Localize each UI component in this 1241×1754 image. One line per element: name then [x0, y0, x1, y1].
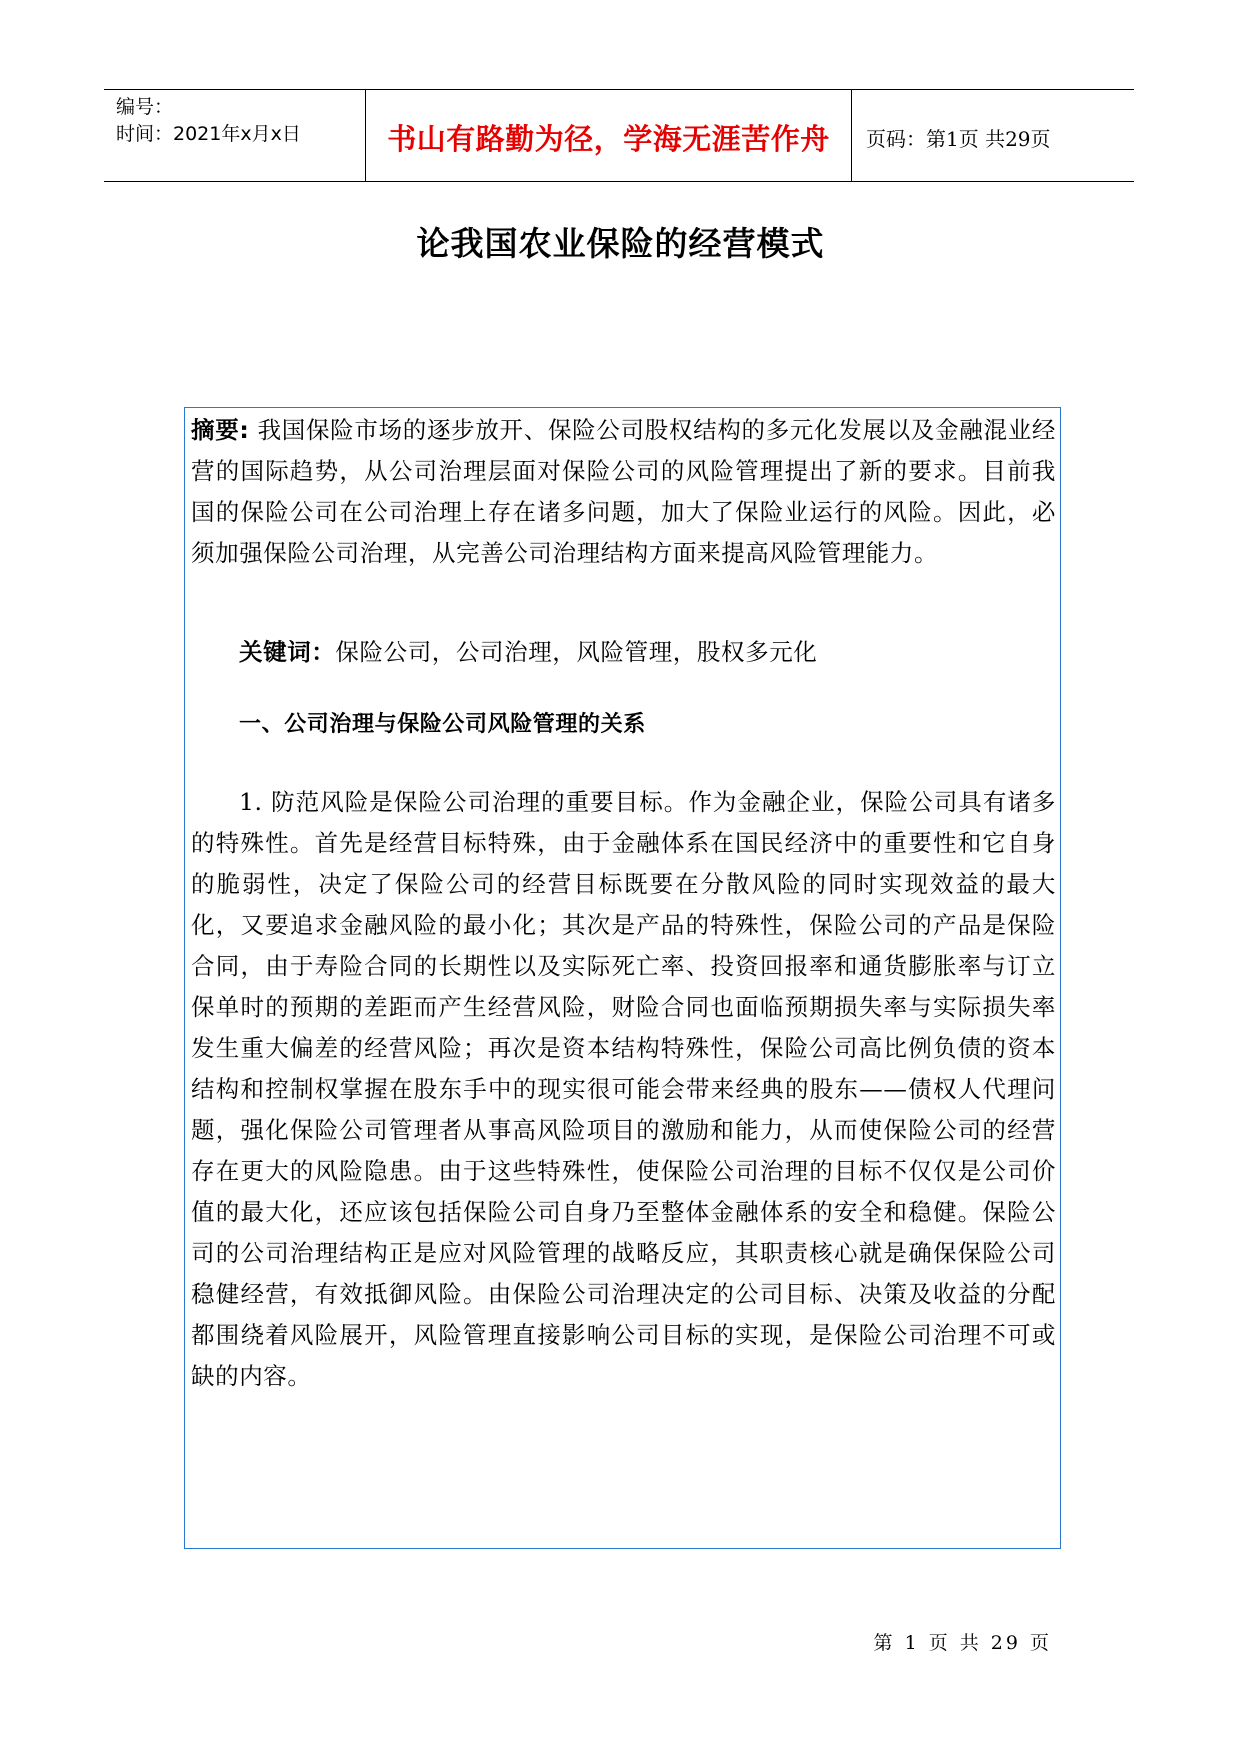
keywords-text: 保险公司，公司治理，风险管理，股权多元化: [335, 638, 818, 666]
header-page-cell: [852, 90, 1134, 181]
document-title: 论我国农业保险的经营模式: [416, 224, 825, 263]
page-info: 页码：第1页 共29页: [866, 127, 1051, 151]
keywords-paragraph: [191, 632, 1056, 673]
keywords-label: 关键词：: [239, 638, 336, 666]
time-label: 时间：2021年x月x日: [116, 123, 301, 145]
header-motto-cell: [366, 90, 852, 181]
section-heading: 一、公司治理与保险公司风险管理的关系: [239, 712, 646, 737]
abstract-text: 我国保险市场的逐步放开、保险公司股权结构的多元化发展以及金融混业经营的国际趋势，从公司治理层面对保险公司的风险管理提出了新的要求。目前我国的保险公司在公司治理上存在诸多问题，加大了保险业运行的风险。因此，必须加强保险公司治理，从完善公司治理结构方面来提高风险管理能力。: [191, 416, 1057, 567]
number-label: 编号：: [116, 96, 174, 118]
motto-text: 书山有路勤为径，学海无涯苦作舟: [387, 122, 830, 156]
body-paragraph: 1. 防范风险是保险公司治理的重要目标。作为金融企业，保险公司具有诸多的特殊性。首先是经营目标特殊，由于金融体系在国民经济中的重要性和它自身的脆弱性，决定了保险公司的经营目标既要在分散风险的同时实现效益的最大化，又要追求金融风险的最小化；其次是产品的特殊性，保险公司的产品是保险合同，由于寿险合同的长期性以及实际死亡率、投资回报率和通货膨胀率与订立保单时的预期的差距而产生经营风险，财险合同也面临预期损失率与实际损失率发生重大偏差的经营风险；再次是资本结构特殊性，保险公司高比例负债的资本结构和控制权掌握在股东手中的现实很可能会带来经典的股东——债权人代理问题，强化保险公司管理者从事高风险项目的激励和能力，从而使保险公司的经营存在更大的风险隐患。由于这些特殊性，使保险公司治理的目标不仅仅是公司价值的最大化，还应该包括保险公司自身乃至整体金融体系的安全和稳健。保险公司的公司治理结构正是应对风险管理的战略反应，其职责核心就是确保保险公司稳健经营，有效抵御风险。由保险公司治理决定的公司目标、决策及收益的分配都围绕着风险展开，风险管理直接影响公司目标的实现，是保险公司治理不可或缺的内容。: [191, 788, 1056, 1390]
content-frame: [184, 407, 1061, 1549]
document-header: [104, 89, 1134, 182]
abstract-paragraph: [191, 410, 1056, 574]
abstract-label: 摘要:: [191, 416, 250, 444]
header-meta-cell: [104, 90, 366, 181]
page-footer: 第 1 页 共 29 页: [873, 1632, 1052, 1654]
